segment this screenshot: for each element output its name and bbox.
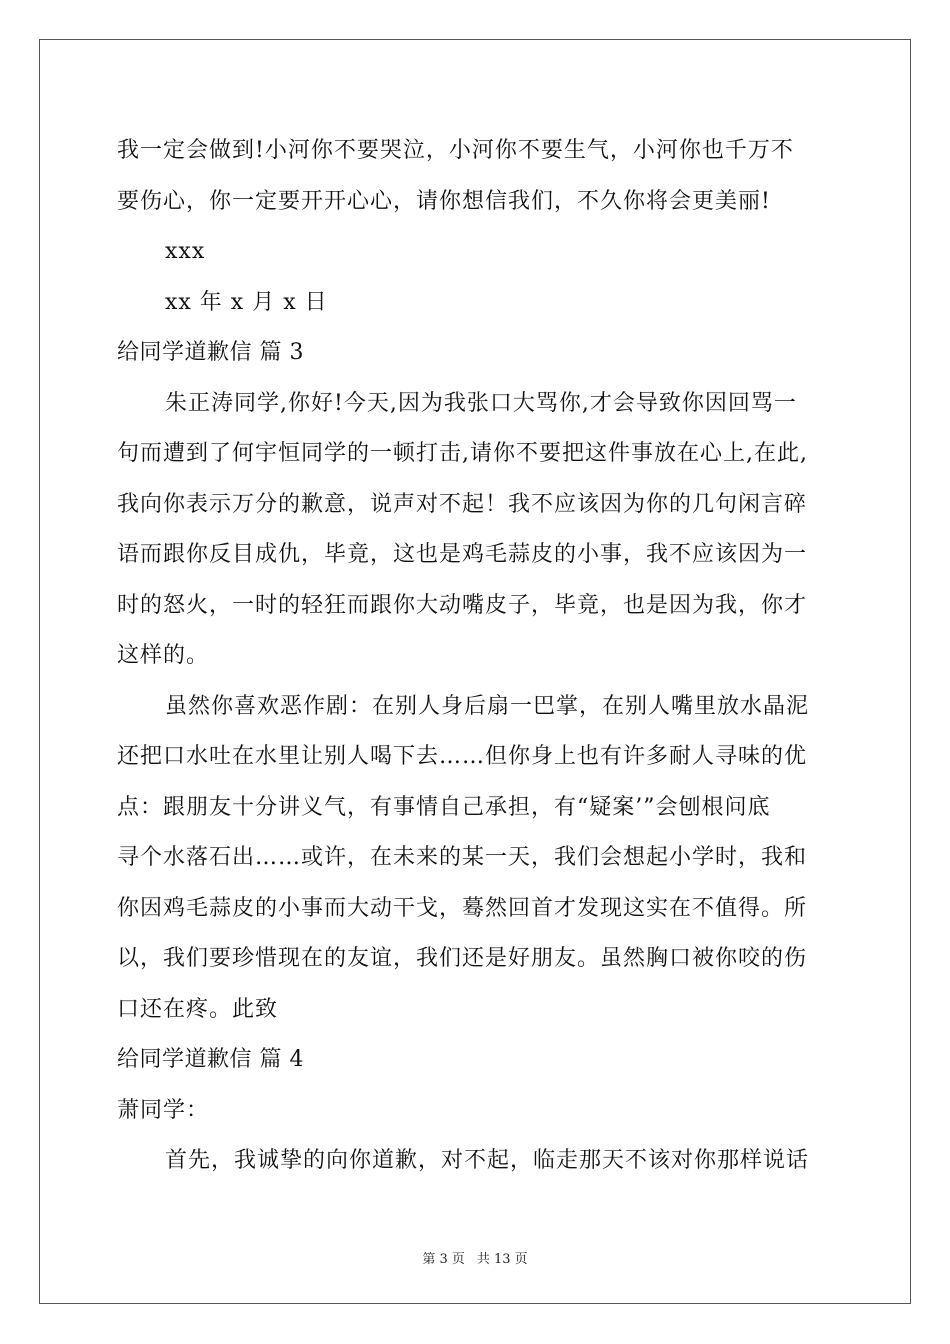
document-body bbox=[117, 126, 842, 1187]
page-footer bbox=[0, 1248, 950, 1267]
text-line: 以，我们要珍惜现在的友谊，我们还是好朋友。虽然胸口被你咬的伤 bbox=[117, 946, 808, 971]
text-line: 首先，我诚挚的向你道歉，对不起，临走那天不该对你那样说话 bbox=[165, 1148, 810, 1173]
section-heading: 给同学道歉信 篇 4 bbox=[117, 1047, 304, 1072]
text-line: 我向你表示万分的歉意，说声对不起！我不应该因为你的几句闲言碎 bbox=[117, 491, 808, 517]
text-line: 我一定会做到!小河你不要哭泣，小河你不要生气，小河你也千万不 bbox=[117, 138, 794, 163]
text-line: 时的怒火，一时的轻狂而跟你大动嘴皮子，毕竟，也是因为我，你才 bbox=[117, 592, 808, 618]
text-line: 语而跟你反目成仇，毕竟，这也是鸡毛蒜皮的小事，我不应该因为一 bbox=[117, 542, 808, 567]
text-line: 这样的。 bbox=[117, 643, 210, 668]
salutation-line: 萧同学： bbox=[117, 1097, 210, 1123]
page-number: 第 3 页 bbox=[422, 1252, 465, 1267]
text-line: 你因鸡毛蒜皮的小事而大动干戈，蓦然回首才发现这实在不值得。所 bbox=[117, 895, 808, 921]
text-line: 句而遭到了何宇恒同学的一顿打击,请你不要把这件事放在心上,在此, bbox=[117, 441, 808, 466]
text-line: 点：跟朋友十分讲义气，有事情自己承担，有“疑案’”会刨根问底 bbox=[117, 794, 771, 820]
text-line: 要伤心，你一定要开开心心，请你想信我们，不久你将会更美丽! bbox=[117, 188, 771, 214]
signature-line: xxx bbox=[165, 239, 206, 264]
text-line: 还把口水吐在水里让别人喝下去……但你身上也有许多耐人寻味的优 bbox=[117, 744, 808, 769]
text-line: 寻个水落石出……或许，在未来的某一天，我们会想起小学时，我和 bbox=[117, 845, 808, 870]
date-line: xx 年 x 月 x 日 bbox=[165, 289, 328, 315]
text-line: 虽然你喜欢恶作剧：在别人身后扇一巴掌，在别人嘴里放水晶泥 bbox=[165, 693, 810, 719]
text-line: 口还在疼。此致 bbox=[117, 996, 279, 1022]
section-heading: 给同学道歉信 篇 3 bbox=[117, 340, 304, 365]
page-total: 共 13 页 bbox=[476, 1252, 528, 1267]
text-line: 朱正涛同学,你好!今天,因为我张口大骂你,才会导致你因回骂一 bbox=[165, 390, 797, 416]
